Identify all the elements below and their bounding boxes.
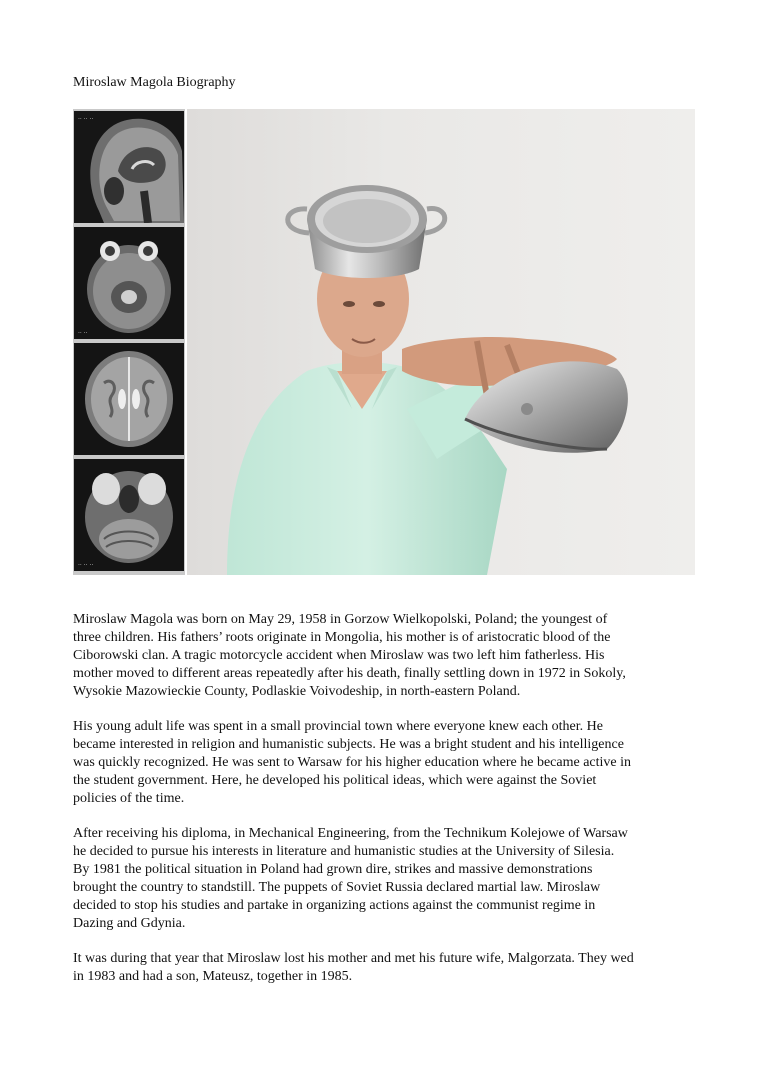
biography-figure [73,109,695,575]
text-line: Dazing and Gdynia. [73,916,186,931]
paragraph [73,950,698,986]
text-line: three children. His fathers’ roots originate in Mongolia, his mother is of aristocratic blood of the [73,630,611,645]
svg-text:·· ··: ·· ·· [78,330,88,337]
paragraph [73,718,698,808]
svg-text:·· ·· ··: ·· ·· ·· [78,116,94,123]
portrait-photo [187,109,695,575]
text-line: he decided to pursue his interests in literature and humanistic studies at the University of Silesia. [73,844,615,859]
svg-text:·· ·· ··: ·· ·· ·· [78,562,94,569]
text-line: By 1981 the political situation in Poland had grown dire, strikes and massive demonstrations [73,862,593,877]
text-line: mother moved to different areas repeatedly after his death, finally settling down in 1972 in Sokoly, [73,666,626,681]
paragraph [73,611,698,701]
text-line: policies of the time. [73,791,185,806]
paragraph [73,825,698,933]
mri-axial-scan-orbits [74,227,184,339]
text-line: became interested in religion and humanistic subjects. He was a bright student and his intelligence [73,737,624,752]
biography-text [73,611,698,1003]
mri-axial-scan-cerebellum [74,459,184,571]
text-line: Wysokie Mazowieckie County, Podlaskie Voivodeship, in north-eastern Poland. [73,684,521,699]
mri-axial-scan-brain [74,343,184,455]
text-line: the student government. Here, he developed his political ideas, which were against the Soviet [73,773,597,788]
text-line: Ciborowski clan. A tragic motorcycle accident when Miroslaw was two left him fatherless. His [73,648,605,663]
mri-scan-strip [73,109,185,575]
text-line: in 1983 and had a son, Mateusz, together in 1985. [73,969,353,984]
text-line: Miroslaw Magola was born on May 29, 1958 in Gorzow Wielkopolski, Poland; the youngest of [73,612,608,627]
document-title: Miroslaw Magola Biography [73,75,236,90]
mri-sagittal-scan [74,111,184,223]
text-line: brought the country to standstill. The puppets of Soviet Russia declared martial law. Miroslaw [73,880,601,895]
text-line: It was during that year that Miroslaw lost his mother and met his future wife, Malgorzata. They wed [73,951,634,966]
text-line: was quickly recognized. He was sent to Warsaw for his higher education where he became active in [73,755,632,770]
text-line: His young adult life was spent in a small provincial town where everyone knew each other. He [73,719,603,734]
text-line: decided to stop his studies and partake in organizing actions against the communist regime in [73,898,596,913]
text-line: After receiving his diploma, in Mechanical Engineering, from the Technikum Kolejowe of Warsaw [73,826,628,841]
